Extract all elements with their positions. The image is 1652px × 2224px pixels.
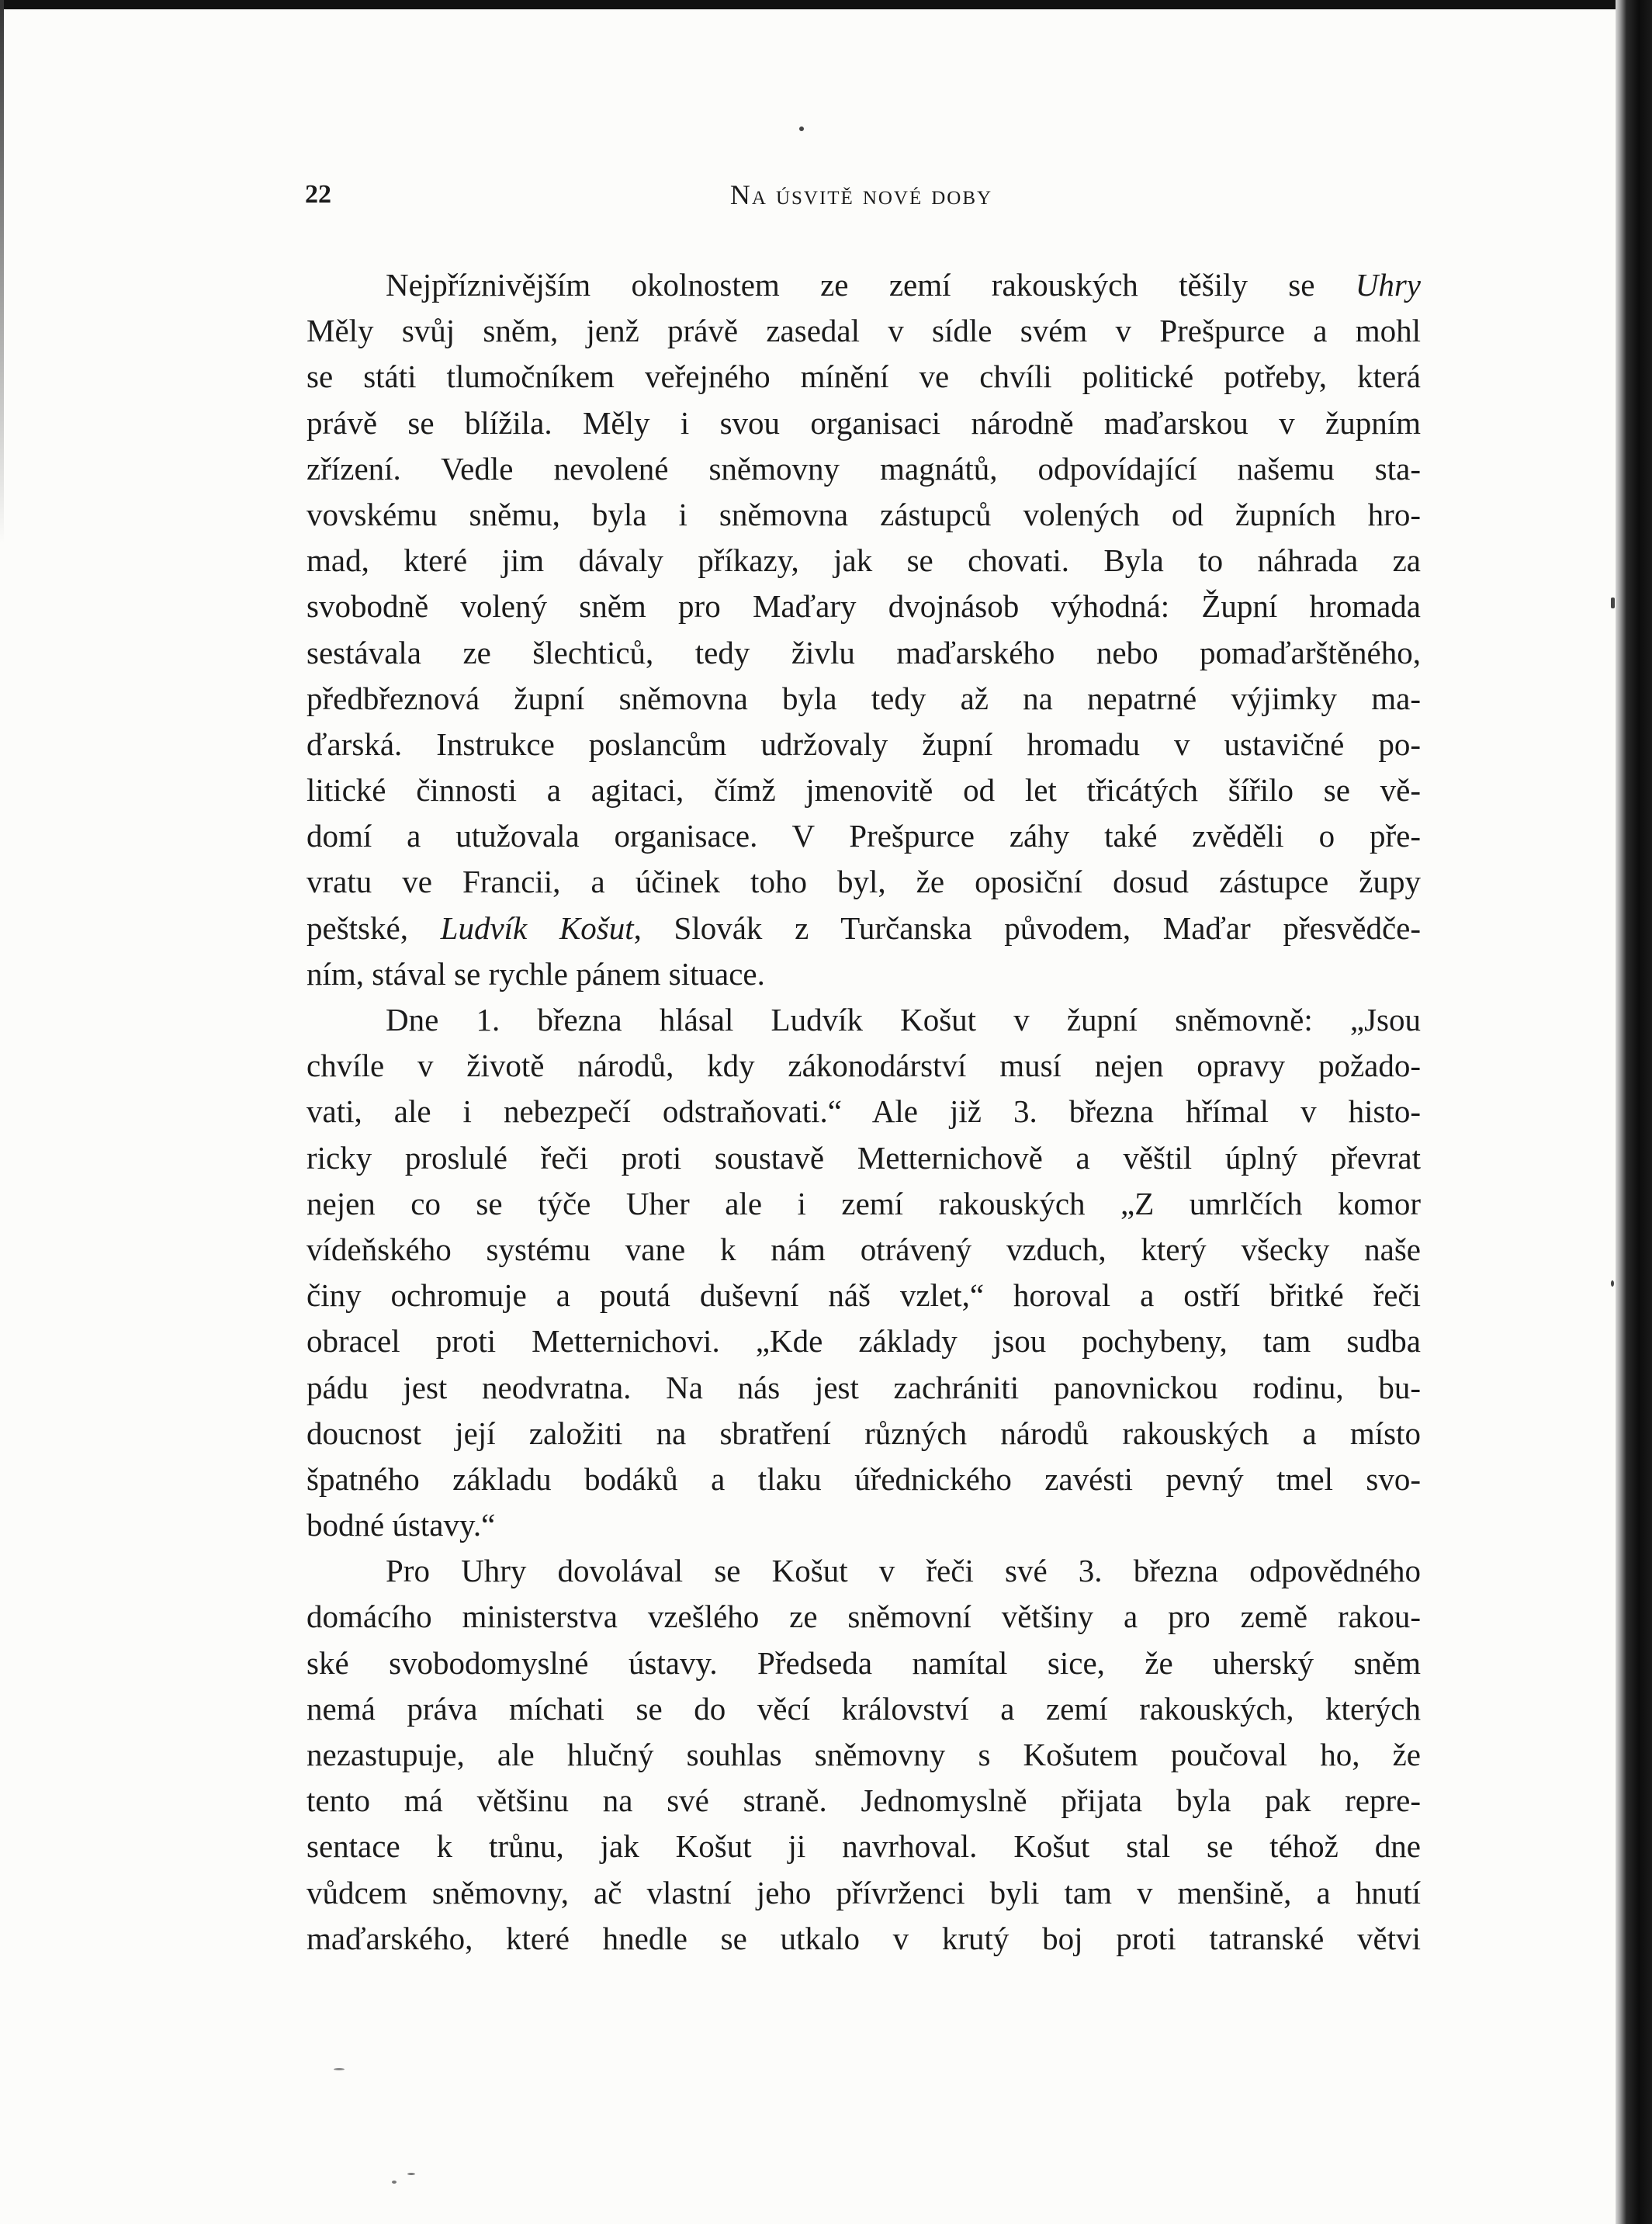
text-span: doucnost její založiti na sbratření různých národů rakouských a místo xyxy=(307,1415,1421,1451)
text-span: ské svobodomyslné ústavy. Předseda namítal sice, že uherský sněm xyxy=(307,1644,1421,1681)
text-line xyxy=(307,492,1421,538)
text-line xyxy=(307,1365,1421,1411)
text-span: vratu ve Francii, a účinek toho byl, že oposiční dosud zástupce župy xyxy=(307,864,1421,900)
text-line xyxy=(307,538,1421,584)
text-span: maďarského, které hnedle se utkalo v krutý boj proti tatranské větvi xyxy=(307,1920,1421,1956)
text-span: litické činnosti a agitaci, čímž jmenovitě od let třicátých šířilo se vě- xyxy=(307,772,1421,809)
scan-speck xyxy=(407,2173,415,2175)
text-line xyxy=(307,813,1421,859)
text-span: svobodně volený sněm pro Maďary dvojnásob výhodná: Župní hromada xyxy=(307,588,1421,625)
text-line xyxy=(307,767,1421,813)
scan-speck xyxy=(1611,598,1615,608)
text-line xyxy=(307,1686,1421,1732)
text-line xyxy=(307,1181,1421,1227)
text-line xyxy=(307,262,1421,308)
text-span: špatného základu bodáků a tlaku úřednického zavésti pevný tmel svo- xyxy=(307,1460,1421,1497)
text-line xyxy=(307,906,1421,951)
text-span: nezastupuje, ale hlučný souhlas sněmovny s Košutem poučoval ho, že xyxy=(307,1737,1421,1772)
text-span: domí a utužovala organisace. V Prešpurce záhy také zvěděli o pře- xyxy=(307,818,1421,854)
text-span: předbřeznová župní sněmovna byla tedy až na nepatrné výjimky ma- xyxy=(307,680,1421,716)
text-line xyxy=(307,1916,1421,1962)
text-line xyxy=(307,584,1421,629)
text-span: vovskému sněmu, byla i sněmovna zástupců volených od župních hro- xyxy=(307,496,1421,532)
text-line xyxy=(307,676,1421,722)
text-span: právě se blížila. Měly i svou organisaci národně maďarskou v župním xyxy=(307,404,1421,441)
text-line xyxy=(307,1227,1421,1273)
text-span: domácího ministerstva vzešlého ze sněmovní většiny a pro země rakou- xyxy=(307,1599,1421,1635)
scan-top-border xyxy=(0,0,1652,9)
italic-name: Ludvík Košut xyxy=(440,909,634,946)
text-span: zřízení. Vedle nevolené sněmovny magnátů, odpovídající našemu sta- xyxy=(307,450,1421,487)
text-span: vídeňského systému vane k nám otrávený vzduch, který všecky naše xyxy=(307,1231,1421,1267)
text-span: Pro Uhry dovolával se Košut v řeči své 3. března odpovědného xyxy=(386,1553,1421,1589)
text-line xyxy=(307,1502,1421,1548)
italic-name: Uhry xyxy=(1355,267,1421,303)
text-span: ním, stával se rychle pánem situace. xyxy=(307,955,765,992)
running-title: Na úsvitě nové doby xyxy=(729,179,993,210)
text-line xyxy=(307,997,1421,1043)
text-span: , Slovák z Turčanska původem, Maďar přesvědče- xyxy=(633,909,1421,946)
text-line xyxy=(307,630,1421,676)
page-number: 22 xyxy=(305,180,331,209)
text-line xyxy=(307,859,1421,905)
text-span: nejen co se týče Uher ale i zemí rakouských „Z umrlčích komor xyxy=(307,1185,1421,1221)
text-span: sentace k trůnu, jak Košut ji navrhoval. Košut stal se téhož dne xyxy=(307,1828,1421,1865)
text-line xyxy=(307,722,1421,767)
text-line xyxy=(307,354,1421,400)
text-span: vůdcem sněmovny, ač vlastní jeho přívrženci byli tam v menšině, a hnutí xyxy=(307,1874,1421,1910)
text-span: Nejpříznivějším okolnostem ze zemí rakouských těšily se xyxy=(386,267,1356,303)
text-span: mad, které jim dávaly příkazy, jak se chovati. Byla to náhrada za xyxy=(307,542,1421,579)
text-line xyxy=(307,1318,1421,1364)
text-line xyxy=(307,400,1421,446)
text-span: pádu jest neodvratna. Na nás jest zachrániti panovnickou rodinu, bu- xyxy=(307,1369,1421,1405)
text-line xyxy=(307,1411,1421,1457)
scan-speck xyxy=(334,2068,345,2070)
text-line xyxy=(307,1089,1421,1135)
text-line xyxy=(307,446,1421,492)
text-span: se státi tlumočníkem veřejného mínění ve chvíli politické potřeby, která xyxy=(307,359,1421,395)
text-span: vati, ale i nebezpečí odstraňovati.“ Ale již 3. března hřímal v histo- xyxy=(307,1093,1421,1130)
body-text xyxy=(307,262,1421,1962)
text-span: peštské, xyxy=(307,909,441,946)
text-span: sestávala ze šlechticů, tedy živlu maďarského nebo pomaďarštěného, xyxy=(307,634,1421,670)
text-line xyxy=(307,1824,1421,1869)
scan-right-border xyxy=(1616,0,1652,2224)
scan-speck xyxy=(1611,1280,1614,1287)
text-line xyxy=(307,1043,1421,1089)
text-span: ricky proslulé řeči proti soustavě Metternichově a věštil úplný převrat xyxy=(307,1139,1421,1176)
scan-speck xyxy=(799,126,804,131)
text-span: chvíle v životě národů, kdy zákonodárství musí nejen opravy požado- xyxy=(307,1048,1421,1084)
text-line xyxy=(307,1135,1421,1181)
text-span: činy ochromuje a poutá duševní náš vzlet,“ horoval a ostří břitké řeči xyxy=(307,1277,1421,1314)
text-span: Měly svůj sněm, jenž právě zasedal v sídle svém v Prešpurce a mohl xyxy=(307,313,1421,349)
text-line xyxy=(307,1457,1421,1502)
text-line xyxy=(307,1778,1421,1824)
text-span: nemá práva míchati se do věcí království a zemí rakouských, kterých xyxy=(307,1690,1421,1727)
text-span: Dne 1. března hlásal Ludvík Košut v župní sněmovně: „Jsou xyxy=(386,1002,1421,1038)
text-line xyxy=(307,1594,1421,1640)
text-line xyxy=(307,1870,1421,1916)
text-line xyxy=(307,308,1421,354)
text-span: tento má většinu na své straně. Jednomyslně přijata byla pak repre- xyxy=(307,1782,1421,1819)
scan-speck xyxy=(392,2181,397,2184)
text-span: bodné ústavy.“ xyxy=(307,1507,496,1543)
text-line xyxy=(307,1273,1421,1318)
text-line xyxy=(307,1640,1421,1686)
text-line xyxy=(307,1732,1421,1778)
text-line xyxy=(307,1548,1421,1594)
text-span: obracel proti Metternichovi. „Kde základy jsou pochybeny, tam sudba xyxy=(307,1323,1421,1360)
text-span: ďarská. Instrukce poslancům udržovaly župní hromadu v ustavičné po- xyxy=(307,726,1421,762)
scan-left-shadow xyxy=(0,0,4,543)
text-line xyxy=(307,951,1421,997)
